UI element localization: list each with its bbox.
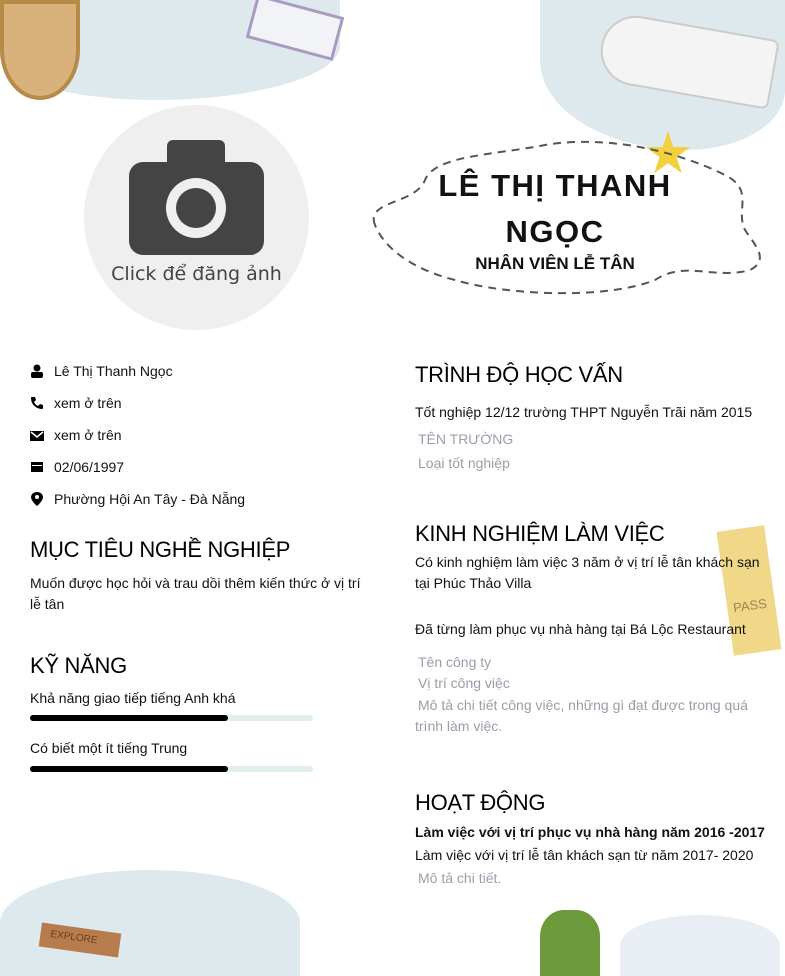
compass-icon [0,0,80,100]
candidate-name[interactable]: LÊ THỊ THANH NGỌC [438,168,672,249]
hat-icon [540,910,600,976]
skill-bar-fill [30,766,228,772]
passport-label: PASS [732,595,768,616]
contact-phone[interactable]: xem ở trên [30,395,122,411]
contact-email[interactable]: xem ở trên [30,427,122,443]
position-placeholder[interactable]: Vị trí công việc [418,675,510,691]
objective-text[interactable]: Muốn được học hỏi và trau dồi thêm kiến thức ở vị trí lễ tân [30,575,361,612]
experience-heading: KINH NGHIỆM LÀM VIỆC [415,521,665,546]
contact-name[interactable]: Lê Thị Thanh Ngọc [30,363,173,379]
contact-birthday[interactable]: 02/06/1997 [30,459,124,475]
job-description-placeholder[interactable]: Mô tả chi tiết công việc, những gì đạt được trong quá trình làm việc. [415,697,748,734]
camera-icon [129,140,264,255]
activity-description-placeholder[interactable]: Mô tả chi tiết. [418,870,502,886]
skill-bar[interactable] [30,766,313,772]
objective-heading: MỤC TIÊU NGHỀ NGHIỆP [30,537,291,562]
location-icon [30,492,44,506]
education-text[interactable]: Tốt nghiệp 12/12 trường THPT Nguyễn Trãi năm 2015 [415,404,753,420]
school-placeholder[interactable]: TÊN TRƯỜNG [418,431,514,447]
skill-name[interactable]: Khả năng giao tiếp tiếng Anh khá [30,690,236,706]
activity-title[interactable]: Làm việc với vị trí phục vụ nhà hàng năm 2016 -2017 [415,824,765,840]
activities-heading: HOẠT ĐỘNG [415,790,546,815]
activity-text[interactable]: Làm việc với vị trí lễ tân khách sạn từ năm 2017- 2020 [415,847,754,863]
grade-placeholder[interactable]: Loại tốt nghiệp [418,455,510,471]
photo-upload-label: Click để đăng ảnh [111,263,282,285]
company-placeholder[interactable]: Tên công ty [418,654,492,670]
experience-text[interactable]: Có kinh nghiệm làm việc 3 năm ở vị trí lễ tân khách sạn tại Phúc Thảo Villa [415,554,760,591]
person-icon [30,364,44,378]
email-icon [30,428,44,442]
education-heading: TRÌNH ĐỘ HỌC VẤN [415,362,623,387]
photo-upload[interactable] [84,105,309,330]
phone-icon [30,396,44,410]
skill-bar[interactable] [30,715,313,721]
cloud-icon [620,915,780,976]
contact-address[interactable]: Phường Hội An Tây - Đà Nẵng [30,491,245,507]
signpost-icon: EXPLORE [39,923,122,958]
skill-bar-fill [30,715,228,721]
job-title[interactable]: NHÂN VIÊN LỄ TÂN [475,254,635,273]
skills-heading: KỸ NĂNG [30,653,127,678]
skill-name[interactable]: Có biết một ít tiếng Trung [30,740,188,756]
experience-text[interactable]: Đã từng làm phục vụ nhà hàng tại Bá Lộc Restaurant [415,621,746,637]
star-icon: ★ [642,121,694,186]
calendar-icon [30,460,44,474]
